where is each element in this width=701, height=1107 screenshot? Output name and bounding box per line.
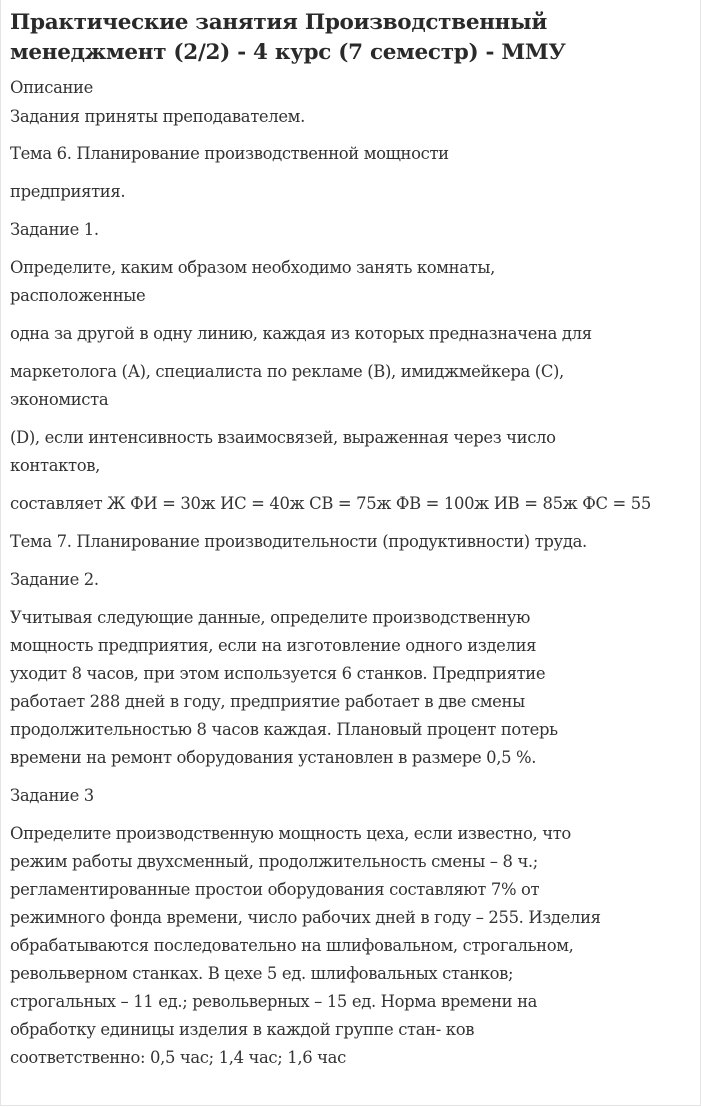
paragraph <box>10 358 700 414</box>
paragraph-line: обработку единицы изделия в каждой группе стан- ков <box>10 1020 475 1039</box>
paragraph <box>10 782 700 810</box>
paragraph <box>10 424 700 480</box>
paragraph-line: Тема 6. Планирование производственной мощности <box>10 144 449 163</box>
paragraph-line: предприятия. <box>10 182 126 201</box>
paragraph-line: экономиста <box>10 390 109 409</box>
paragraph-line: одна за другой в одну линию, каждая из которых предназначена для <box>10 324 592 343</box>
paragraph-line: расположенные <box>10 286 146 305</box>
paragraph-line: контактов, <box>10 456 100 475</box>
paragraph-line: времени на ремонт оборудования установлен в размере 0,5 %. <box>10 748 537 767</box>
paragraph-line: режимного фонда времени, число рабочих дней в году – 255. Изделия <box>10 908 601 927</box>
description-body <box>10 103 700 1072</box>
description-label: Описание <box>10 78 93 97</box>
paragraph <box>10 178 700 206</box>
paragraph-line: Задание 3 <box>10 786 94 805</box>
paragraph-line: продолжительностью 8 часов каждая. Плановый процент потерь <box>10 720 558 739</box>
paragraph <box>10 604 700 772</box>
title-line: Практические занятия Производственный <box>10 10 547 35</box>
paragraph-line: соответственно: 0,5 час; 1,4 час; 1,6 час <box>10 1048 346 1067</box>
paragraph-line: Задания приняты преподавателем. <box>10 107 305 126</box>
paragraph-line: Задание 2. <box>10 570 99 589</box>
paragraph-line: строгальных – 11 ед.; револьверных – 15 ед. Норма времени на <box>10 992 538 1011</box>
paragraph-line: Тема 7. Планирование производительности (продуктивности) труда. <box>10 532 587 551</box>
paragraph-line: обрабатываются последовательно на шлифовальном, строгальном, <box>10 936 574 955</box>
paragraph <box>10 320 700 348</box>
paragraph-line: режим работы двухсменный, продолжительность смены – 8 ч.; <box>10 852 538 871</box>
paragraph-line: составляет Ж ФИ = 30ж ИС = 40ж СВ = 75ж ФВ = 100ж ИВ = 85ж ФС = 55 <box>10 494 651 513</box>
paragraph-line: револьверном станках. В цехе 5 ед. шлифовальных станков; <box>10 964 514 983</box>
paragraph <box>10 528 700 556</box>
paragraph-line: (D), если интенсивность взаимосвязей, выраженная через число <box>10 428 556 447</box>
paragraph <box>10 254 700 310</box>
paragraph-line: регламентированные простои оборудования составляют 7% от <box>10 880 540 899</box>
paragraph-line: маркетолога (А), специалиста по рекламе (В), имиджмейкера (С), <box>10 362 564 381</box>
paragraph <box>10 820 700 1072</box>
paragraph-line: Учитывая следующие данные, определите производственную <box>10 608 530 627</box>
paragraph <box>10 103 700 131</box>
paragraph <box>10 140 700 168</box>
paragraph <box>10 566 700 594</box>
paragraph-line: Задание 1. <box>10 220 99 239</box>
title-line: менеджмент (2/2) - 4 курс (7 семестр) - ММУ <box>10 40 566 65</box>
paragraph-line: работает 288 дней в году, предприятие работает в две смены <box>10 692 525 711</box>
paragraph <box>10 490 700 518</box>
paragraph-line: Определите, каким образом необходимо занять комнаты, <box>10 258 495 277</box>
paragraph-line: мощность предприятия, если на изготовление одного изделия <box>10 636 537 655</box>
paragraph-line: уходит 8 часов, при этом используется 6 станков. Предприятие <box>10 664 546 683</box>
paragraph-line: Определите производственную мощность цеха, если известно, что <box>10 824 571 843</box>
page-title <box>10 8 700 68</box>
paragraph <box>10 216 700 244</box>
